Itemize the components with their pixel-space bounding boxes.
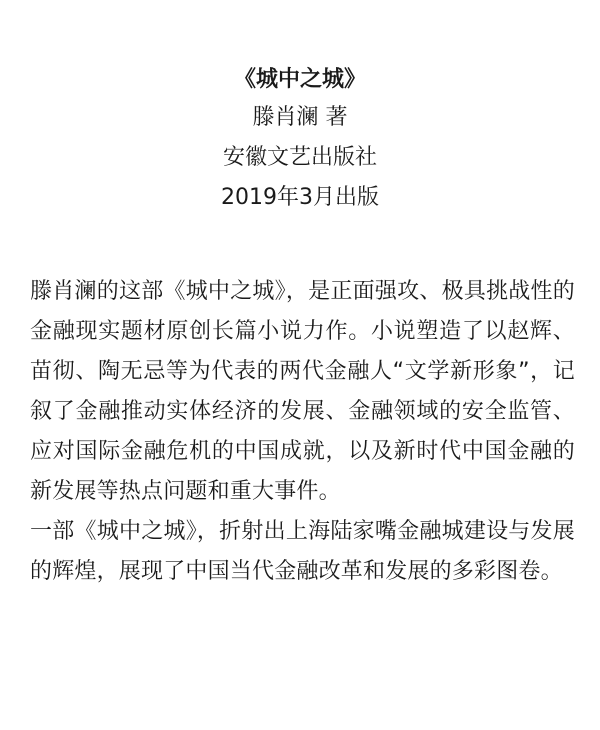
book-title: 《城中之城》 xyxy=(233,67,366,92)
book-publisher: 安徽文艺出版社 xyxy=(222,145,377,170)
description-paragraph-2: 一部《城中之城》，折射出上海陆家嘴金融城建设与发展的辉煌，展现了中国当代金融改革和发展的多彩图卷。 xyxy=(30,519,575,584)
publication-date: 2019年3月出版 xyxy=(221,185,379,210)
book-info xyxy=(0,62,600,218)
description-paragraph-1: 滕肖澜的这部《城中之城》，是正面强攻、极具挑战性的金融现实题材原创长篇小说力作。小说塑造了以赵辉、苗彻、陶无忌等为代表的两代金融人“文学新形象”，记叙了金融推动实体经济的发展、金融领域的安全监管、应对国际金融危机的中国成就，以及新时代中国金融的新发展等热点问题和重大事件。 xyxy=(30,279,575,504)
book-author: 滕肖澜 著 xyxy=(252,105,348,130)
book-description xyxy=(30,272,575,592)
